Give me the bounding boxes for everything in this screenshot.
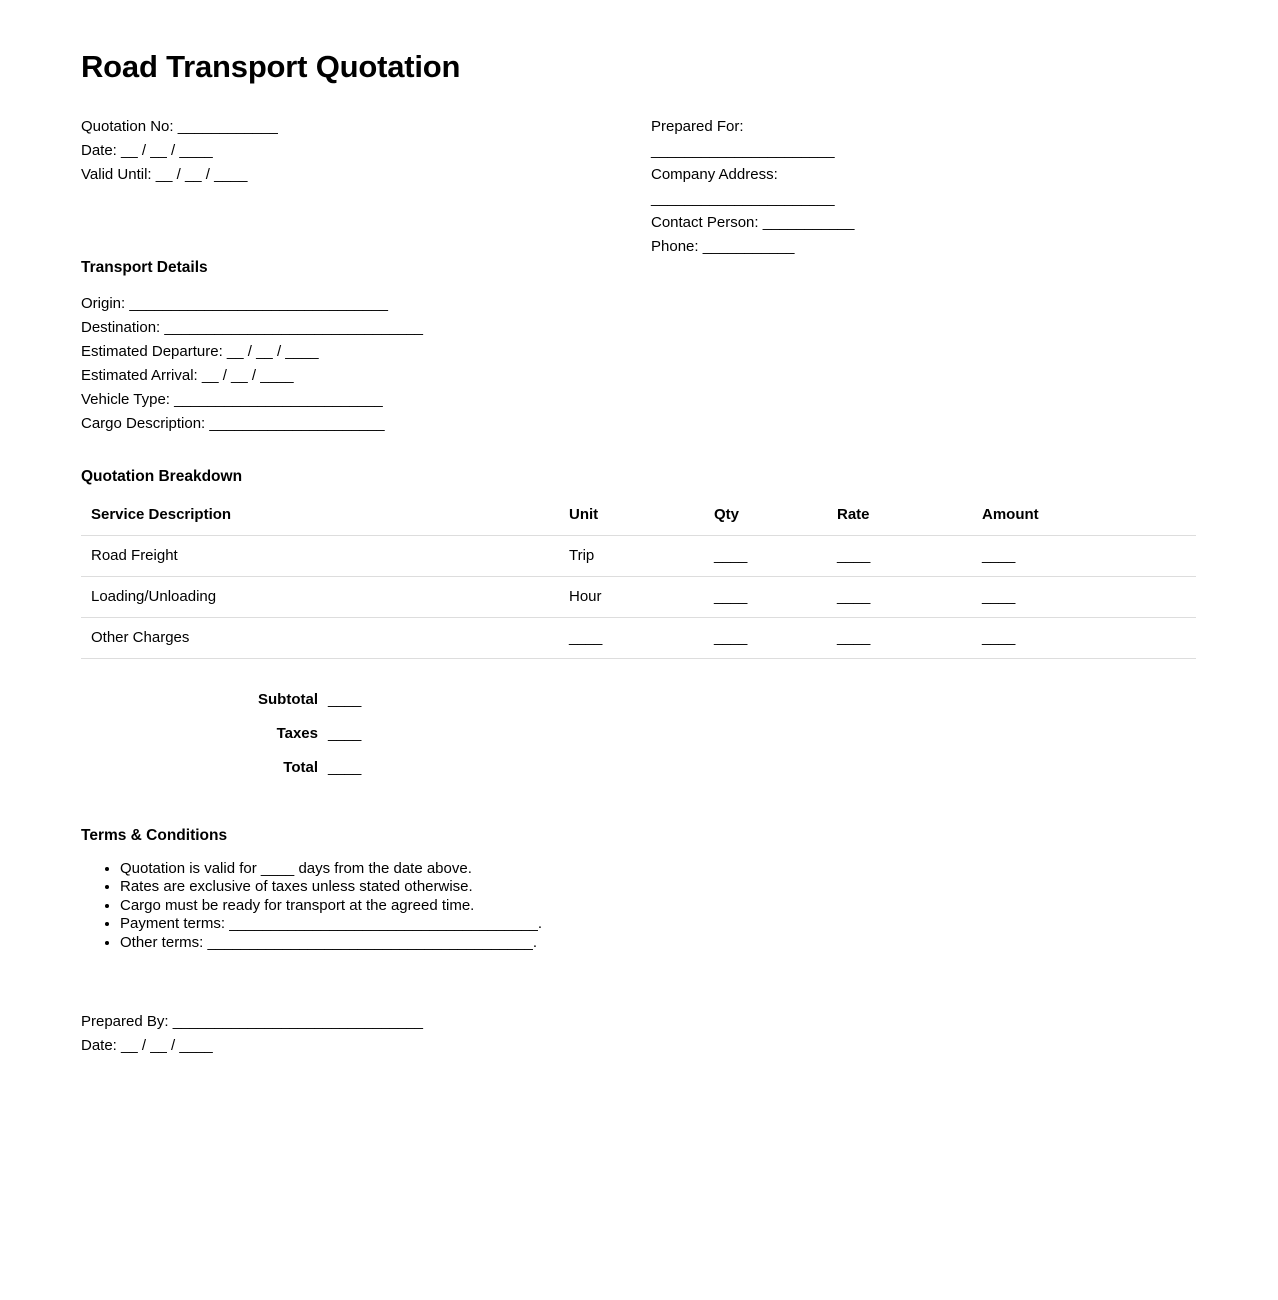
- taxes-label: Taxes: [276, 725, 318, 743]
- cell-unit: Trip: [559, 536, 704, 577]
- quotation-breakdown-table: [81, 500, 1196, 659]
- table-row: [81, 536, 1196, 577]
- transport-details-section: [81, 259, 1196, 436]
- valid-until-field[interactable]: Valid Until: __ / __ / ____: [81, 166, 248, 184]
- cell-service-description: Road Freight: [81, 536, 559, 577]
- column-header-rate: Rate: [827, 500, 972, 536]
- quotation-breakdown-heading: Quotation Breakdown: [81, 467, 243, 485]
- cell-service-description: Loading/Unloading: [81, 577, 559, 618]
- quotation-number-field[interactable]: Quotation No: ____________: [81, 118, 278, 136]
- quotation-breakdown-section: [81, 468, 1196, 786]
- cell-qty-blank[interactable]: ____: [704, 577, 827, 618]
- table-row: [81, 618, 1196, 659]
- cell-service-description: Other Charges: [81, 618, 559, 659]
- transport-details-heading: Transport Details: [81, 259, 208, 277]
- phone-field[interactable]: Phone: ___________: [651, 238, 795, 256]
- subtotal-value-blank[interactable]: ____: [328, 691, 362, 709]
- totals-row-subtotal: [81, 683, 441, 717]
- taxes-value-blank[interactable]: ____: [328, 725, 362, 743]
- prepared-for-label: Prepared For:: [651, 118, 744, 136]
- subtotal-label: Subtotal: [258, 691, 318, 709]
- destination-field[interactable]: Destination: _______________________________: [81, 318, 423, 336]
- totals-row-taxes: [81, 717, 441, 751]
- footer-date-field[interactable]: Date: __ / __ / ____: [81, 1037, 213, 1055]
- cell-qty-blank[interactable]: ____: [704, 618, 827, 659]
- origin-field[interactable]: Origin: _______________________________: [81, 294, 388, 312]
- terms-list: [81, 860, 1196, 953]
- cell-rate-blank[interactable]: ____: [827, 536, 972, 577]
- contact-person-field[interactable]: Contact Person: ___________: [651, 214, 855, 232]
- company-address-label: Company Address:: [651, 166, 778, 184]
- cell-amount-blank[interactable]: ____: [972, 536, 1196, 577]
- cell-rate-blank[interactable]: ____: [827, 577, 972, 618]
- list-item[interactable]: • Other terms: _______________________________________.: [120, 934, 1196, 953]
- totals-row-total: [81, 751, 441, 785]
- vehicle-type-field[interactable]: Vehicle Type: _________________________: [81, 390, 383, 408]
- total-label: Total: [283, 759, 318, 777]
- list-item[interactable]: • Payment terms: _____________________________________.: [120, 915, 1196, 934]
- quotation-meta-left-column: [81, 115, 601, 187]
- cell-qty-blank[interactable]: ____: [704, 536, 827, 577]
- table-header-row: [81, 500, 1196, 536]
- page-title: Road Transport Quotation: [81, 49, 461, 84]
- cell-unit: Hour: [559, 577, 704, 618]
- estimated-departure-field[interactable]: Estimated Departure: __ / __ / ____: [81, 342, 319, 360]
- table-row: [81, 577, 1196, 618]
- cell-unit-blank[interactable]: ____: [559, 618, 704, 659]
- cell-amount-blank[interactable]: ____: [972, 618, 1196, 659]
- prepared-by-field[interactable]: Prepared By: ______________________________: [81, 1013, 423, 1031]
- quotation-meta-right-column: [651, 115, 1211, 259]
- column-header-unit: Unit: [559, 500, 704, 536]
- list-item[interactable]: • Quotation is valid for ____ days from the date above.: [120, 860, 1196, 879]
- list-item: • Rates are exclusive of taxes unless stated otherwise.: [120, 878, 1196, 897]
- total-value-blank[interactable]: ____: [328, 759, 362, 777]
- prepared-for-blank[interactable]: ______________________: [651, 142, 835, 160]
- column-header-service-description: Service Description: [81, 500, 559, 536]
- terms-and-conditions-section: [81, 827, 1196, 952]
- cell-amount-blank[interactable]: ____: [972, 577, 1196, 618]
- signature-footer: [81, 1010, 1196, 1058]
- cargo-description-field[interactable]: Cargo Description: _____________________: [81, 414, 385, 432]
- quotation-date-field[interactable]: Date: __ / __ / ____: [81, 142, 213, 160]
- column-header-amount: Amount: [972, 500, 1196, 536]
- cell-rate-blank[interactable]: ____: [827, 618, 972, 659]
- terms-and-conditions-heading: Terms & Conditions: [81, 827, 228, 845]
- estimated-arrival-field[interactable]: Estimated Arrival: __ / __ / ____: [81, 366, 294, 384]
- company-address-blank[interactable]: ______________________: [651, 190, 835, 208]
- totals-block: [81, 683, 441, 785]
- column-header-qty: Qty: [704, 500, 827, 536]
- quotation-meta-section: [81, 115, 1196, 265]
- list-item: • Cargo must be ready for transport at the agreed time.: [120, 897, 1196, 916]
